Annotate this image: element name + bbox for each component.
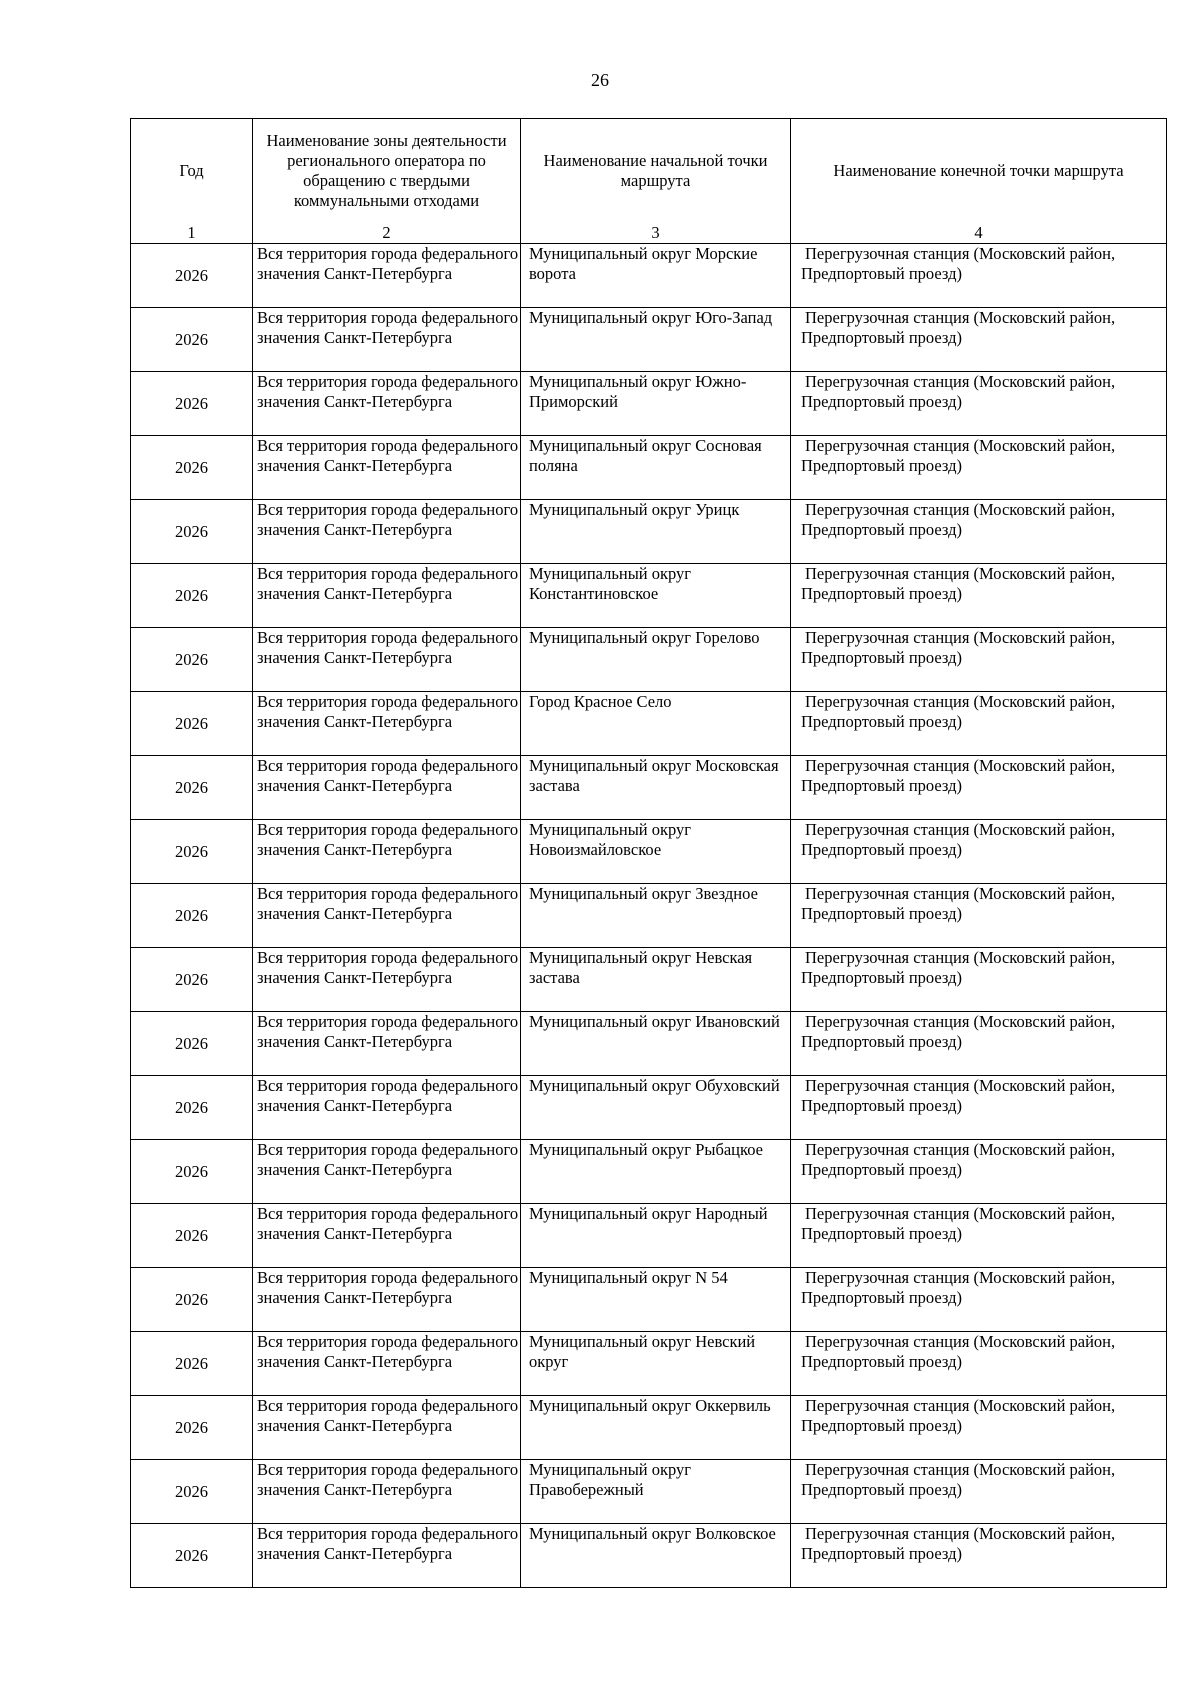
start-point-cell: Муниципальный округ Горелово [521,628,791,692]
start-point-cell: Муниципальный округ Волковское [521,1524,791,1588]
year-cell: 2026 [131,436,253,500]
year-cell: 2026 [131,692,253,756]
year-cell: 2026 [131,756,253,820]
zone-cell: Вся территория города федерального значения Санкт-Петербурга [253,756,521,820]
table-row [131,372,1167,436]
zone-cell: Вся территория города федерального значения Санкт-Петербурга [253,564,521,628]
zone-cell: Вся территория города федерального значения Санкт-Петербурга [253,1012,521,1076]
table-row [131,500,1167,564]
start-point-cell: Город Красное Село [521,692,791,756]
zone-cell: Вся территория города федерального значения Санкт-Петербурга [253,500,521,564]
start-point-cell: Муниципальный округ Народный [521,1204,791,1268]
start-point-cell: Муниципальный округ Южно-Приморский [521,372,791,436]
year-cell: 2026 [131,1524,253,1588]
year-cell: 2026 [131,1460,253,1524]
end-point-cell: Перегрузочная станция (Московский район, Предпортовый проезд) [791,820,1167,884]
start-point-cell: Муниципальный округ Урицк [521,500,791,564]
start-point-cell: Муниципальный округ Правобережный [521,1460,791,1524]
end-point-cell: Перегрузочная станция (Московский район, Предпортовый проезд) [791,1268,1167,1332]
end-point-cell: Перегрузочная станция (Московский район, Предпортовый проезд) [791,436,1167,500]
zone-cell: Вся территория города федерального значения Санкт-Петербурга [253,948,521,1012]
year-cell: 2026 [131,948,253,1012]
year-cell: 2026 [131,564,253,628]
zone-cell: Вся территория города федерального значения Санкт-Петербурга [253,308,521,372]
table-row [131,1524,1167,1588]
end-point-cell: Перегрузочная станция (Московский район, Предпортовый проезд) [791,756,1167,820]
start-point-cell: Муниципальный округ Московская застава [521,756,791,820]
start-point-cell: Муниципальный округ Рыбацкое [521,1140,791,1204]
zone-cell: Вся территория города федерального значения Санкт-Петербурга [253,1140,521,1204]
end-point-cell: Перегрузочная станция (Московский район, Предпортовый проезд) [791,308,1167,372]
table-row [131,1268,1167,1332]
start-point-cell: Муниципальный округ Ивановский [521,1012,791,1076]
year-cell: 2026 [131,244,253,308]
year-cell: 2026 [131,1012,253,1076]
end-point-cell: Перегрузочная станция (Московский район, Предпортовый проезд) [791,1460,1167,1524]
zone-cell: Вся территория города федерального значения Санкт-Петербурга [253,1332,521,1396]
zone-cell: Вся территория города федерального значения Санкт-Петербурга [253,1524,521,1588]
zone-cell: Вся территория города федерального значения Санкт-Петербурга [253,436,521,500]
table-row [131,436,1167,500]
year-cell: 2026 [131,628,253,692]
end-point-cell: Перегрузочная станция (Московский район, Предпортовый проезд) [791,884,1167,948]
year-cell: 2026 [131,1268,253,1332]
table-row [131,756,1167,820]
end-point-cell: Перегрузочная станция (Московский район, Предпортовый проезд) [791,1524,1167,1588]
zone-cell: Вся территория города федерального значения Санкт-Петербурга [253,372,521,436]
year-cell: 2026 [131,820,253,884]
zone-cell: Вся территория города федерального значения Санкт-Петербурга [253,1460,521,1524]
header-num-1: 1 [131,223,253,244]
end-point-cell: Перегрузочная станция (Московский район, Предпортовый проезд) [791,628,1167,692]
end-point-cell: Перегрузочная станция (Московский район, Предпортовый проезд) [791,1076,1167,1140]
year-cell: 2026 [131,1204,253,1268]
zone-cell: Вся территория города федерального значения Санкт-Петербурга [253,1396,521,1460]
zone-cell: Вся территория города федерального значения Санкт-Петербурга [253,244,521,308]
end-point-cell: Перегрузочная станция (Московский район, Предпортовый проезд) [791,948,1167,1012]
start-point-cell: Муниципальный округ N 54 [521,1268,791,1332]
end-point-cell: Перегрузочная станция (Московский район, Предпортовый проезд) [791,1204,1167,1268]
start-point-cell: Муниципальный округ Оккервиль [521,1396,791,1460]
year-cell: 2026 [131,1396,253,1460]
end-point-cell: Перегрузочная станция (Московский район, Предпортовый проезд) [791,244,1167,308]
table-row [131,244,1167,308]
zone-cell: Вся территория города федерального значения Санкт-Петербурга [253,1204,521,1268]
end-point-cell: Перегрузочная станция (Московский район, Предпортовый проезд) [791,1140,1167,1204]
start-point-cell: Муниципальный округ Юго-Запад [521,308,791,372]
header-year: Год [131,119,253,224]
start-point-cell: Муниципальный округ Обуховский [521,1076,791,1140]
page-number: 26 [591,70,609,90]
header-num-2: 2 [253,223,521,244]
year-cell: 2026 [131,1140,253,1204]
zone-cell: Вся территория города федерального значения Санкт-Петербурга [253,1268,521,1332]
header-end-point: Наименование конечной точки маршрута [791,119,1167,224]
end-point-cell: Перегрузочная станция (Московский район, Предпортовый проезд) [791,1012,1167,1076]
routes-table [130,118,1167,1588]
table-row [131,948,1167,1012]
table-row [131,308,1167,372]
table-row [131,820,1167,884]
table-row [131,1076,1167,1140]
year-cell: 2026 [131,308,253,372]
zone-cell: Вся территория города федерального значения Санкт-Петербурга [253,628,521,692]
year-cell: 2026 [131,884,253,948]
year-cell: 2026 [131,1076,253,1140]
zone-cell: Вся территория города федерального значения Санкт-Петербурга [253,1076,521,1140]
start-point-cell: Муниципальный округ Константиновское [521,564,791,628]
end-point-cell: Перегрузочная станция (Московский район, Предпортовый проезд) [791,500,1167,564]
year-cell: 2026 [131,1332,253,1396]
table-row [131,1012,1167,1076]
start-point-cell: Муниципальный округ Новоизмайловское [521,820,791,884]
end-point-cell: Перегрузочная станция (Московский район, Предпортовый проезд) [791,1332,1167,1396]
table-row [131,884,1167,948]
start-point-cell: Муниципальный округ Сосновая поляна [521,436,791,500]
zone-cell: Вся территория города федерального значения Санкт-Петербурга [253,692,521,756]
table-body [131,244,1167,1588]
table-row [131,1140,1167,1204]
start-point-cell: Муниципальный округ Звездное [521,884,791,948]
year-cell: 2026 [131,372,253,436]
table-row [131,1332,1167,1396]
start-point-cell: Муниципальный округ Невский округ [521,1332,791,1396]
zone-cell: Вся территория города федерального значения Санкт-Петербурга [253,884,521,948]
year-cell: 2026 [131,500,253,564]
table-row [131,1460,1167,1524]
end-point-cell: Перегрузочная станция (Московский район, Предпортовый проезд) [791,1396,1167,1460]
zone-cell: Вся территория города федерального значения Санкт-Петербурга [253,820,521,884]
start-point-cell: Муниципальный округ Невская застава [521,948,791,1012]
table-row [131,1204,1167,1268]
header-num-3: 3 [521,223,791,244]
table-row [131,628,1167,692]
table-row [131,692,1167,756]
table-header [131,119,1167,244]
header-num-4: 4 [791,223,1167,244]
end-point-cell: Перегрузочная станция (Московский район, Предпортовый проезд) [791,564,1167,628]
end-point-cell: Перегрузочная станция (Московский район, Предпортовый проезд) [791,692,1167,756]
start-point-cell: Муниципальный округ Морские ворота [521,244,791,308]
table-row [131,1396,1167,1460]
header-start-point: Наименование начальной точки маршрута [521,119,791,224]
header-zone: Наименование зоны деятельности регионального оператора по обращению с твердыми коммунальными отходами [253,119,521,224]
table-row [131,564,1167,628]
end-point-cell: Перегрузочная станция (Московский район, Предпортовый проезд) [791,372,1167,436]
